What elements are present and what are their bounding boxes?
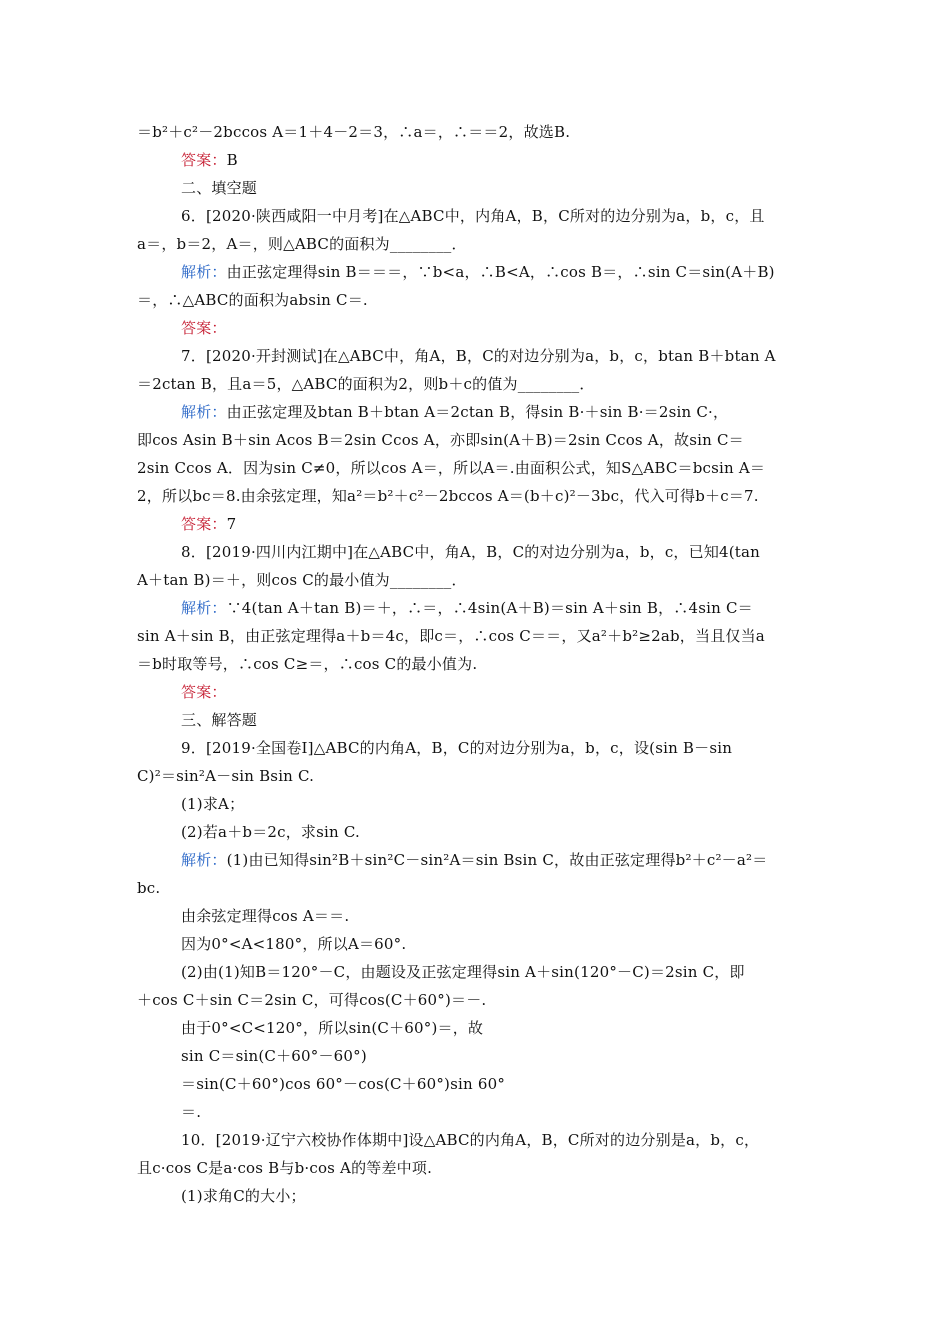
text-line: ＋cos C＋sin C＝2sin C，可得cos(C＋60°)＝－.	[137, 991, 487, 1009]
text-line: a＝，b＝2，A＝，则△ABC的面积为________．	[137, 235, 467, 253]
text-line: sin A＋sin B，由正弦定理得a＋b＝4c，即c＝，∴cos C＝＝，又a²＋b²≥2ab，当且仅当a	[137, 627, 765, 645]
text-line: ＝，∴△ABC的面积为absin C＝.	[137, 291, 368, 309]
text-line: (1)求A；	[181, 795, 245, 813]
text-line: 由于0°<C<120°，所以sin(C＋60°)＝，故	[181, 1019, 484, 1037]
text-line: sin C＝sin(C＋60°－60°)	[181, 1047, 367, 1065]
solution-label: 解析：	[181, 403, 227, 421]
text-line: 2，所以bc＝8.由余弦定理，知a²＝b²＋c²－2bccos A＝(b＋c)²－3bc，代入可得b＋c＝7.	[137, 487, 759, 505]
text-line: A＋tan B)＝＋，则cos C的最小值为________．	[137, 571, 467, 589]
text-line: 因为0°<A<180°，所以A＝60°.	[181, 935, 407, 953]
question-line: 7．[2020·开封测试]在△ABC中，角A，B，C的对边分别为a，b，c，btan B＋btan A	[181, 347, 776, 365]
text-line: (2)若a＋b＝2c，求sin C.	[181, 823, 360, 841]
text-line: ＝b时取等号，∴cos C≥＝，∴cos C的最小值为.	[137, 655, 478, 673]
solution-text: 由正弦定理及btan B＋btan A＝2ctan B，得sin B·＋sin B·＝2sin C·，	[226, 403, 729, 421]
solution-text: (1)由已知得sin²B＋sin²C－sin²A＝sin Bsin C，故由正弦定理得b²＋c²－a²＝	[226, 851, 768, 869]
answer-label: 答案：	[181, 515, 227, 533]
text-line: ＝b²＋c²－2bccos A＝1＋4－2＝3，∴a＝，∴＝＝2，故选B.	[137, 123, 571, 141]
answer-label: 答案：	[181, 319, 227, 337]
solution-label: 解析：	[181, 851, 227, 869]
text-line: (2)由(1)知B＝120°－C，由题设及正弦定理得sin A＋sin(120°－C)＝2sin C，即	[181, 963, 745, 981]
answer-line	[181, 315, 817, 341]
answer-line	[181, 511, 817, 537]
question-line: 8．[2019·四川内江期中]在△ABC中，角A，B，C的对边分别为a，b，c，已知4(tan	[181, 543, 761, 561]
solution-text: 由正弦定理得sin B＝＝＝，∵b<a，∴B<A，∴cos B＝，∴sin C＝sin(A＋B)	[226, 263, 775, 281]
solution-line	[181, 595, 817, 621]
text-line: 由余弦定理得cos A＝＝.	[181, 907, 350, 925]
solution-line	[181, 259, 817, 285]
solution-line	[181, 847, 817, 873]
solution-label: 解析：	[181, 263, 227, 281]
text-line: ＝.	[181, 1103, 202, 1121]
solution-line	[181, 399, 817, 425]
text-line: C)²＝sin²A－sin Bsin C.	[137, 767, 315, 785]
text-line: 且c·cos C是a·cos B与b·cos A的等差中项.	[137, 1159, 433, 1177]
text-line: ＝2ctan B，且a＝5，△ABC的面积为2，则b＋c的值为________．	[137, 375, 595, 393]
solution-label: 解析：	[181, 599, 227, 617]
answer-value: 7	[226, 515, 237, 533]
answer-value: B	[226, 151, 238, 169]
answer-label: 答案：	[181, 151, 227, 169]
text-line: 即cos Asin B＋sin Acos B＝2sin Ccos A，亦即sin(A＋B)＝2sin Ccos A，故sin C＝	[137, 431, 744, 449]
question-line: 10．[2019·辽宁六校协作体期中]设△ABC的内角A，B，C所对的边分别是a，b，c，	[181, 1131, 760, 1149]
text-line: 2sin Ccos A．因为sin C≠0，所以cos A＝，所以A＝.由面积公式，知S△ABC＝bcsin A＝	[137, 459, 766, 477]
text-line: bc.	[137, 879, 161, 897]
section-heading: 三、解答题	[181, 711, 258, 729]
answer-line	[181, 147, 817, 173]
question-line: 9．[2019·全国卷Ⅰ]△ABC的内角A，B，C的对边分别为a，b，c，设(sin B－sin	[181, 739, 733, 757]
solution-text: ∵4(tan A＋tan B)＝＋，∴＝，∴4sin(A＋B)＝sin A＋sin B，∴4sin C＝	[226, 599, 753, 617]
text-line: (1)求角C的大小；	[181, 1187, 306, 1205]
answer-line	[181, 679, 817, 705]
question-line: 6．[2020·陕西咸阳一中月考]在△ABC中，内角A，B，C所对的边分别为a，b，c，且	[181, 207, 765, 225]
answer-label: 答案：	[181, 683, 227, 701]
text-line: ＝sin(C＋60°)cos 60°－cos(C＋60°)sin 60°	[181, 1075, 506, 1093]
section-heading: 二、填空题	[181, 179, 258, 197]
